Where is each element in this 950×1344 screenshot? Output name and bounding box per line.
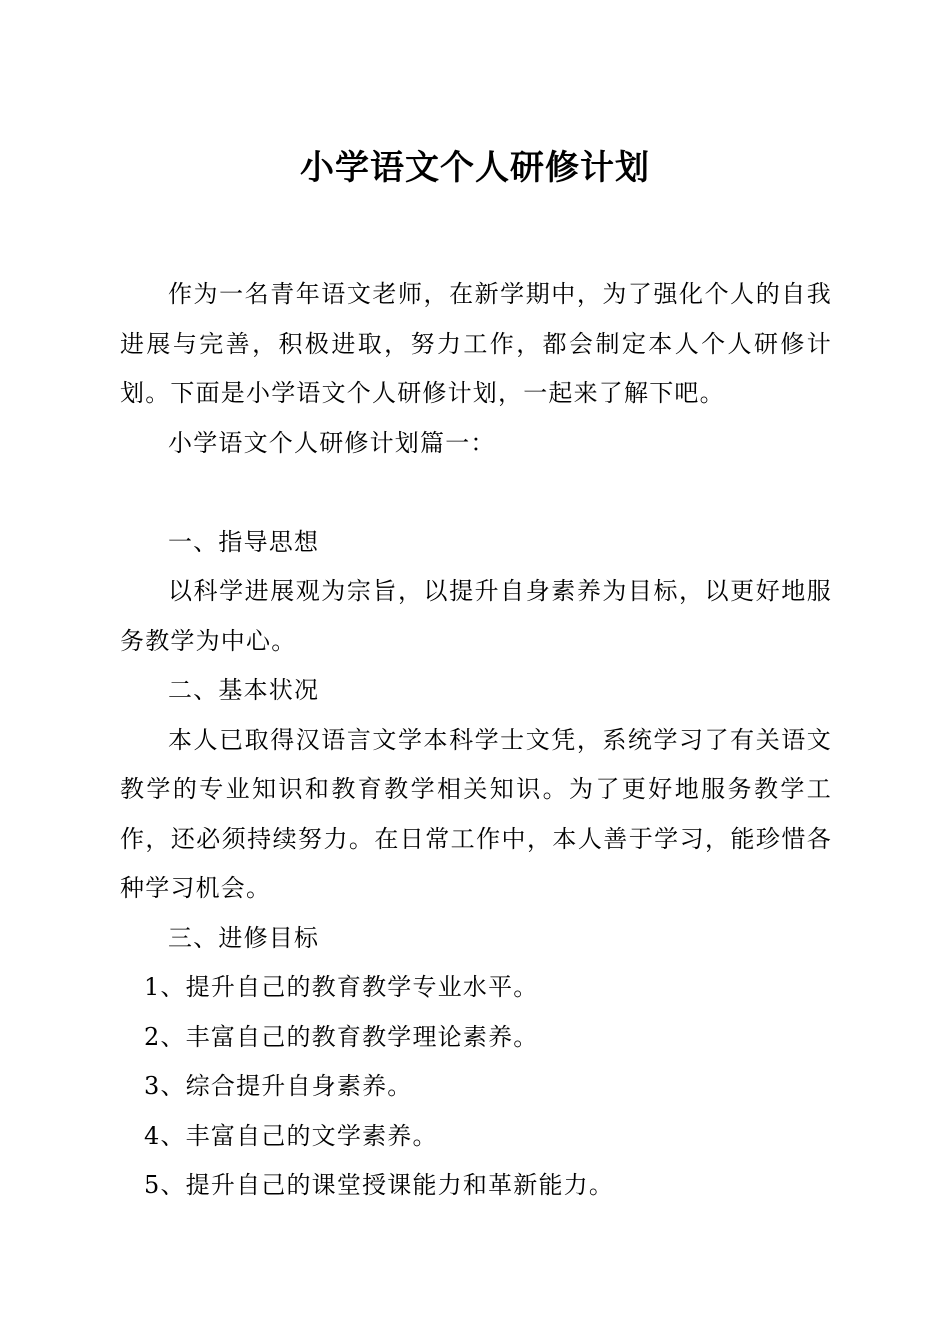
intro-paragraph: 作为一名青年语文老师，在新学期中，为了强化个人的自我进展与完善，积极进取，努力工作，都会制定本人个人研修计划。下面是小学语文个人研修计划，一起来了解下吧。 xyxy=(120,280,832,407)
section-paragraph: 以科学进展观为宗旨，以提升自身素养为目标，以更好地服务教学为中心。 xyxy=(120,577,832,655)
section-paragraph: 本人已取得汉语言文学本科学士文凭，系统学习了有关语文教学的专业知识和教育教学相关知识。为了更好地服务教学工作，还必须持续努力。在日常工作中，本人善于学习，能珍惜各种学习机会。 xyxy=(120,725,832,902)
subtitle-line: 小学语文个人研修计划篇一： xyxy=(168,428,496,457)
section-heading: 二、基本状况 xyxy=(168,676,320,704)
document-title: 小学语文个人研修计划 xyxy=(300,148,650,188)
list-item: 5、提升自己的课堂授课能力和革新能力。 xyxy=(144,1171,615,1199)
blank-line xyxy=(120,468,832,518)
section-heading: 一、指导思想 xyxy=(168,527,320,556)
section-heading: 三、进修目标 xyxy=(168,923,320,952)
list-item: 1、提升自己的教育教学专业水平。 xyxy=(144,973,539,1001)
list-item: 4、丰富自己的文学素养。 xyxy=(144,1121,438,1150)
list-item: 2、丰富自己的教育教学理论素养。 xyxy=(144,1022,539,1051)
document-body xyxy=(120,270,832,1211)
list-item: 3、综合提升自身素养。 xyxy=(144,1072,413,1100)
